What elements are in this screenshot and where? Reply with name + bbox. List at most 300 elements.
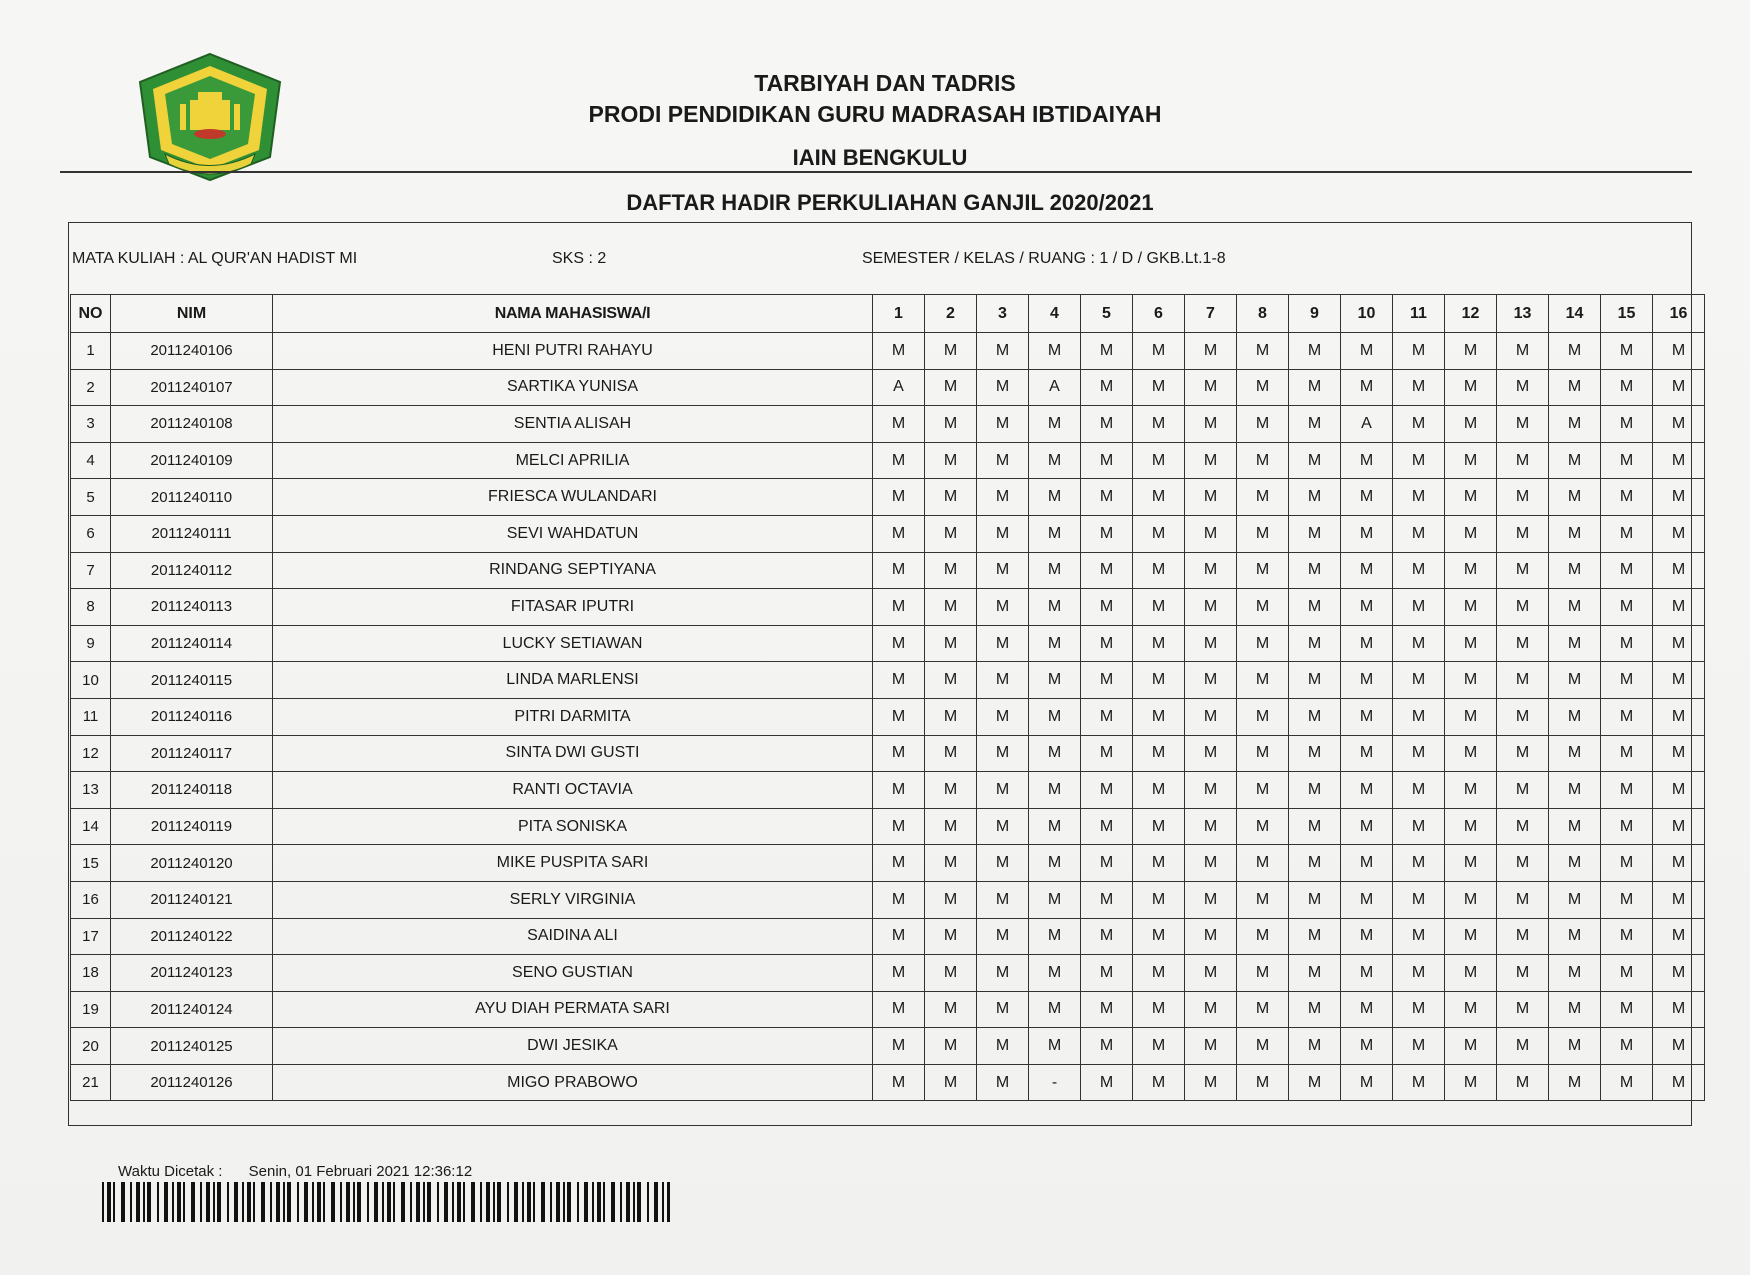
row-number: 7 (71, 552, 111, 589)
attendance-mark: M (1601, 369, 1653, 406)
attendance-mark: M (1237, 735, 1289, 772)
attendance-mark: M (1445, 845, 1497, 882)
attendance-mark: M (1185, 625, 1237, 662)
attendance-mark: M (1237, 881, 1289, 918)
attendance-mark: M (1081, 735, 1133, 772)
barcode-bar (353, 1182, 355, 1222)
attendance-mark: M (977, 369, 1029, 406)
row-number: 18 (71, 955, 111, 992)
barcode-bar (270, 1182, 272, 1222)
student-name: SAIDINA ALI (273, 918, 873, 955)
attendance-mark: M (1185, 442, 1237, 479)
attendance-mark: M (1653, 991, 1705, 1028)
attendance-mark: M (1341, 1064, 1393, 1101)
attendance-mark: M (977, 406, 1029, 443)
institution-logo (135, 52, 285, 182)
attendance-mark: M (1549, 406, 1601, 443)
attendance-mark: M (1549, 369, 1601, 406)
attendance-mark: M (1445, 442, 1497, 479)
attendance-mark: M (1601, 333, 1653, 370)
attendance-mark: M (1601, 698, 1653, 735)
attendance-mark: M (1029, 808, 1081, 845)
attendance-mark: M (977, 1064, 1029, 1101)
attendance-mark: M (1081, 589, 1133, 626)
attendance-mark: M (1133, 735, 1185, 772)
student-nim: 2011240106 (111, 333, 273, 370)
row-number: 15 (71, 845, 111, 882)
attendance-mark: M (1341, 698, 1393, 735)
barcode-bar (493, 1182, 495, 1222)
attendance-mark: M (1445, 991, 1497, 1028)
attendance-mark: M (1289, 918, 1341, 955)
student-name: MIKE PUSPITA SARI (273, 845, 873, 882)
attendance-mark: M (1081, 442, 1133, 479)
student-nim: 2011240115 (111, 662, 273, 699)
attendance-mark: A (1341, 406, 1393, 443)
barcode-bar (416, 1182, 420, 1222)
attendance-mark: M (873, 991, 925, 1028)
row-number: 5 (71, 479, 111, 516)
attendance-mark: M (1497, 515, 1549, 552)
attendance-mark: M (1029, 955, 1081, 992)
attendance-mark: M (1341, 662, 1393, 699)
attendance-mark: M (1549, 442, 1601, 479)
attendance-mark: M (1289, 881, 1341, 918)
barcode-bar (143, 1182, 145, 1222)
attendance-mark: M (1029, 698, 1081, 735)
attendance-mark: M (1497, 589, 1549, 626)
attendance-mark: M (1445, 808, 1497, 845)
barcode-bar (423, 1182, 425, 1222)
attendance-mark: M (1029, 589, 1081, 626)
attendance-mark: M (1497, 552, 1549, 589)
attendance-mark: M (1133, 991, 1185, 1028)
attendance-mark: M (1029, 442, 1081, 479)
attendance-mark: M (1601, 881, 1653, 918)
barcode-bar (533, 1182, 535, 1222)
attendance-mark: M (1653, 735, 1705, 772)
student-nim: 2011240111 (111, 515, 273, 552)
table-row (71, 808, 1705, 845)
table-row (71, 1064, 1705, 1101)
col-header-name: NAMA MAHASISWA/I (273, 295, 873, 333)
attendance-mark: M (1237, 662, 1289, 699)
attendance-mark: M (925, 406, 977, 443)
barcode-bar (541, 1182, 545, 1222)
table-row (71, 845, 1705, 882)
barcode-bar (393, 1182, 395, 1222)
attendance-mark: M (1445, 662, 1497, 699)
barcode-bar (452, 1182, 454, 1222)
barcode-bar (261, 1182, 265, 1222)
attendance-mark: M (1081, 918, 1133, 955)
attendance-mark: M (925, 735, 977, 772)
student-nim: 2011240116 (111, 698, 273, 735)
student-nim: 2011240112 (111, 552, 273, 589)
attendance-mark: M (977, 991, 1029, 1028)
attendance-mark: M (925, 369, 977, 406)
student-nim: 2011240114 (111, 625, 273, 662)
attendance-mark: M (1653, 845, 1705, 882)
attendance-mark: M (1497, 333, 1549, 370)
attendance-mark: M (1029, 845, 1081, 882)
attendance-mark: M (1601, 515, 1653, 552)
attendance-mark: M (1289, 1064, 1341, 1101)
row-number: 12 (71, 735, 111, 772)
barcode-bar (633, 1182, 635, 1222)
barcode-bar (480, 1182, 482, 1222)
attendance-mark: M (1133, 479, 1185, 516)
attendance-mark: M (1133, 881, 1185, 918)
barcode-bar (276, 1182, 280, 1222)
attendance-mark: M (1653, 369, 1705, 406)
attendance-mark: M (1393, 406, 1445, 443)
barcode-bar (130, 1182, 132, 1222)
attendance-mark: M (1289, 955, 1341, 992)
barcode-bar (253, 1182, 255, 1222)
attendance-mark: M (1653, 1064, 1705, 1101)
attendance-mark: M (873, 625, 925, 662)
barcode-bar (234, 1182, 238, 1222)
attendance-mark: M (1237, 772, 1289, 809)
barcode-bar (507, 1182, 509, 1222)
student-name: SENO GUSTIAN (273, 955, 873, 992)
attendance-mark: M (1029, 881, 1081, 918)
barcode-bar (654, 1182, 658, 1222)
table-row (71, 735, 1705, 772)
barcode-bar (247, 1182, 251, 1222)
attendance-mark: M (1341, 515, 1393, 552)
attendance-mark: M (1029, 772, 1081, 809)
student-name: PITRI DARMITA (273, 698, 873, 735)
table-row (71, 515, 1705, 552)
row-number: 17 (71, 918, 111, 955)
attendance-mark: M (1653, 333, 1705, 370)
attendance-mark: M (1393, 1064, 1445, 1101)
row-number: 10 (71, 662, 111, 699)
attendance-mark: M (977, 515, 1029, 552)
attendance-mark: M (1549, 845, 1601, 882)
barcode-bar (312, 1182, 314, 1222)
attendance-mark: M (1289, 698, 1341, 735)
attendance-mark: M (1185, 808, 1237, 845)
col-header-session: 11 (1393, 295, 1445, 333)
barcode-bar (514, 1182, 518, 1222)
attendance-mark: M (873, 552, 925, 589)
attendance-mark: M (1341, 369, 1393, 406)
attendance-mark: M (1445, 369, 1497, 406)
attendance-mark: M (1445, 772, 1497, 809)
attendance-mark: M (1029, 918, 1081, 955)
attendance-mark: M (1601, 955, 1653, 992)
student-nim: 2011240125 (111, 1028, 273, 1065)
attendance-mark: M (1029, 552, 1081, 589)
attendance-mark: M (1549, 333, 1601, 370)
attendance-mark: M (1289, 406, 1341, 443)
barcode-bar (550, 1182, 552, 1222)
attendance-mark: M (1445, 625, 1497, 662)
student-name: LINDA MARLENSI (273, 662, 873, 699)
student-name: SARTIKA YUNISA (273, 369, 873, 406)
barcode-bar (437, 1182, 439, 1222)
attendance-mark: M (925, 479, 977, 516)
attendance-mark: A (873, 369, 925, 406)
attendance-mark: M (1081, 1028, 1133, 1065)
sks-info: SKS : 2 (552, 250, 607, 267)
attendance-mark: M (873, 442, 925, 479)
attendance-mark: M (1081, 515, 1133, 552)
table-row (71, 625, 1705, 662)
attendance-mark: M (1497, 442, 1549, 479)
barcode-bar (444, 1182, 448, 1222)
barcode-bar (200, 1182, 202, 1222)
barcode-bar (177, 1182, 181, 1222)
student-nim: 2011240124 (111, 991, 273, 1028)
attendance-mark: M (1081, 552, 1133, 589)
attendance-mark: M (1133, 515, 1185, 552)
barcode-bar (317, 1182, 321, 1222)
row-number: 16 (71, 881, 111, 918)
attendance-mark: M (1653, 1028, 1705, 1065)
attendance-mark: M (1393, 442, 1445, 479)
attendance-mark: M (925, 589, 977, 626)
attendance-mark: M (873, 333, 925, 370)
barcode-bar (387, 1182, 391, 1222)
attendance-mark: M (1393, 589, 1445, 626)
table-row (71, 369, 1705, 406)
student-name: SINTA DWI GUSTI (273, 735, 873, 772)
row-number: 20 (71, 1028, 111, 1065)
document-title: DAFTAR HADIR PERKULIAHAN GANJIL 2020/2021 (626, 190, 1154, 215)
attendance-mark: M (977, 333, 1029, 370)
attendance-mark: M (1133, 442, 1185, 479)
attendance-mark: M (1289, 625, 1341, 662)
attendance-mark: M (1341, 845, 1393, 882)
attendance-mark: M (1601, 589, 1653, 626)
attendance-mark: M (1237, 1064, 1289, 1101)
barcode-bar (367, 1182, 369, 1222)
barcode-bar (331, 1182, 335, 1222)
attendance-mark: M (977, 772, 1029, 809)
attendance-mark: M (1393, 772, 1445, 809)
attendance-mark: - (1029, 1064, 1081, 1101)
attendance-mark: M (1029, 625, 1081, 662)
attendance-mark: M (1393, 845, 1445, 882)
attendance-mark: M (1497, 479, 1549, 516)
student-nim: 2011240119 (111, 808, 273, 845)
student-nim: 2011240113 (111, 589, 273, 626)
attendance-mark: M (1341, 589, 1393, 626)
barcode-bar (346, 1182, 350, 1222)
barcode-bar (603, 1182, 605, 1222)
attendance-mark: M (1549, 735, 1601, 772)
attendance-mark: M (1653, 881, 1705, 918)
attendance-mark: M (1549, 479, 1601, 516)
attendance-mark: M (925, 442, 977, 479)
attendance-mark: M (1393, 1028, 1445, 1065)
attendance-mark: M (1653, 552, 1705, 589)
attendance-mark: A (1029, 369, 1081, 406)
barcode-bar (340, 1182, 342, 1222)
attendance-mark: M (1237, 955, 1289, 992)
barcode-bar (147, 1182, 151, 1222)
attendance-mark: M (1393, 808, 1445, 845)
attendance-mark: M (1185, 333, 1237, 370)
attendance-mark: M (977, 918, 1029, 955)
attendance-mark: M (1237, 369, 1289, 406)
table-row (71, 881, 1705, 918)
attendance-mark: M (1185, 698, 1237, 735)
attendance-mark: M (925, 808, 977, 845)
attendance-mark: M (1341, 333, 1393, 370)
row-number: 1 (71, 333, 111, 370)
barcode-bar (662, 1182, 664, 1222)
attendance-mark: M (1081, 845, 1133, 882)
barcode-bar (401, 1182, 405, 1222)
program-heading: PRODI PENDIDIKAN GURU MADRASAH IBTIDAIYAH (588, 101, 1162, 127)
attendance-mark: M (977, 698, 1029, 735)
attendance-mark: M (1497, 1064, 1549, 1101)
student-nim: 2011240118 (111, 772, 273, 809)
attendance-mark: M (1497, 625, 1549, 662)
attendance-mark: M (873, 918, 925, 955)
attendance-mark: M (1133, 369, 1185, 406)
student-nim: 2011240126 (111, 1064, 273, 1101)
attendance-mark: M (1133, 808, 1185, 845)
barcode-bar (584, 1182, 588, 1222)
attendance-mark: M (977, 735, 1029, 772)
attendance-mark: M (1289, 1028, 1341, 1065)
attendance-mark: M (1445, 955, 1497, 992)
attendance-mark: M (925, 333, 977, 370)
barcode-bar (157, 1182, 159, 1222)
barcode-bar (164, 1182, 168, 1222)
student-nim: 2011240109 (111, 442, 273, 479)
attendance-mark: M (1653, 772, 1705, 809)
attendance-mark: M (1341, 625, 1393, 662)
attendance-mark: M (925, 1064, 977, 1101)
print-timestamp (118, 1163, 494, 1180)
attendance-mark: M (1393, 735, 1445, 772)
attendance-mark: M (1081, 881, 1133, 918)
attendance-mark: M (1445, 698, 1497, 735)
attendance-mark: M (1289, 808, 1341, 845)
attendance-mark: M (1497, 1028, 1549, 1065)
attendance-mark: M (1393, 662, 1445, 699)
attendance-mark: M (1601, 662, 1653, 699)
attendance-mark: M (925, 698, 977, 735)
attendance-mark: M (1601, 808, 1653, 845)
table-row (71, 662, 1705, 699)
barcode-bar (427, 1182, 431, 1222)
col-header-session: 7 (1185, 295, 1237, 333)
attendance-mark: M (1133, 406, 1185, 443)
attendance-mark: M (1237, 808, 1289, 845)
barcode-bar (183, 1182, 185, 1222)
attendance-mark: M (1185, 406, 1237, 443)
barcode-bar (172, 1182, 174, 1222)
row-number: 19 (71, 991, 111, 1028)
attendance-mark: M (1497, 845, 1549, 882)
student-name: HENI PUTRI RAHAYU (273, 333, 873, 370)
attendance-mark: M (925, 662, 977, 699)
attendance-mark: M (1497, 808, 1549, 845)
attendance-mark: M (1133, 845, 1185, 882)
attendance-mark: M (1549, 1028, 1601, 1065)
attendance-mark: M (1237, 991, 1289, 1028)
attendance-mark: M (1653, 955, 1705, 992)
attendance-mark: M (1341, 552, 1393, 589)
attendance-mark: M (1133, 333, 1185, 370)
col-header-session: 1 (873, 295, 925, 333)
table-row (71, 442, 1705, 479)
attendance-mark: M (1549, 625, 1601, 662)
attendance-mark: M (977, 808, 1029, 845)
table-row (71, 955, 1705, 992)
attendance-mark: M (1029, 515, 1081, 552)
barcode-bar (527, 1182, 531, 1222)
attendance-mark: M (1133, 698, 1185, 735)
attendance-mark: M (1497, 735, 1549, 772)
attendance-mark: M (1289, 845, 1341, 882)
row-number: 3 (71, 406, 111, 443)
attendance-mark: M (1237, 589, 1289, 626)
student-name: PITA SONISKA (273, 808, 873, 845)
barcode-bar (227, 1182, 229, 1222)
attendance-mark: M (1341, 735, 1393, 772)
student-nim: 2011240120 (111, 845, 273, 882)
attendance-mark: M (1653, 515, 1705, 552)
attendance-mark: M (1029, 662, 1081, 699)
row-number: 9 (71, 625, 111, 662)
attendance-mark: M (1653, 808, 1705, 845)
row-number: 14 (71, 808, 111, 845)
attendance-mark: M (977, 881, 1029, 918)
attendance-mark: M (1393, 698, 1445, 735)
attendance-mark: M (1185, 845, 1237, 882)
attendance-mark: M (1653, 698, 1705, 735)
attendance-mark: M (873, 845, 925, 882)
attendance-mark: M (1237, 698, 1289, 735)
attendance-mark: M (1237, 845, 1289, 882)
print-label: Waktu Dicetak : (118, 1163, 223, 1180)
attendance-mark: M (1549, 1064, 1601, 1101)
attendance-mark: M (873, 515, 925, 552)
attendance-mark: M (1081, 406, 1133, 443)
attendance-mark: M (1341, 808, 1393, 845)
attendance-mark: M (1341, 442, 1393, 479)
attendance-mark: M (1445, 333, 1497, 370)
attendance-mark: M (977, 442, 1029, 479)
attendance-mark: M (873, 406, 925, 443)
col-header-session: 3 (977, 295, 1029, 333)
barcode-bar (637, 1182, 641, 1222)
attendance-mark: M (1497, 406, 1549, 443)
attendance-mark: M (1029, 479, 1081, 516)
barcode-bar (522, 1182, 524, 1222)
attendance-mark: M (1133, 552, 1185, 589)
barcode-bar (592, 1182, 594, 1222)
attendance-mark: M (977, 662, 1029, 699)
attendance-mark: M (977, 625, 1029, 662)
attendance-mark: M (1081, 625, 1133, 662)
student-name: FRIESCA WULANDARI (273, 479, 873, 516)
attendance-mark: M (1549, 772, 1601, 809)
barcode-bar (136, 1182, 140, 1222)
barcode (102, 1182, 670, 1222)
barcode-bar (457, 1182, 461, 1222)
attendance-mark: M (1601, 442, 1653, 479)
